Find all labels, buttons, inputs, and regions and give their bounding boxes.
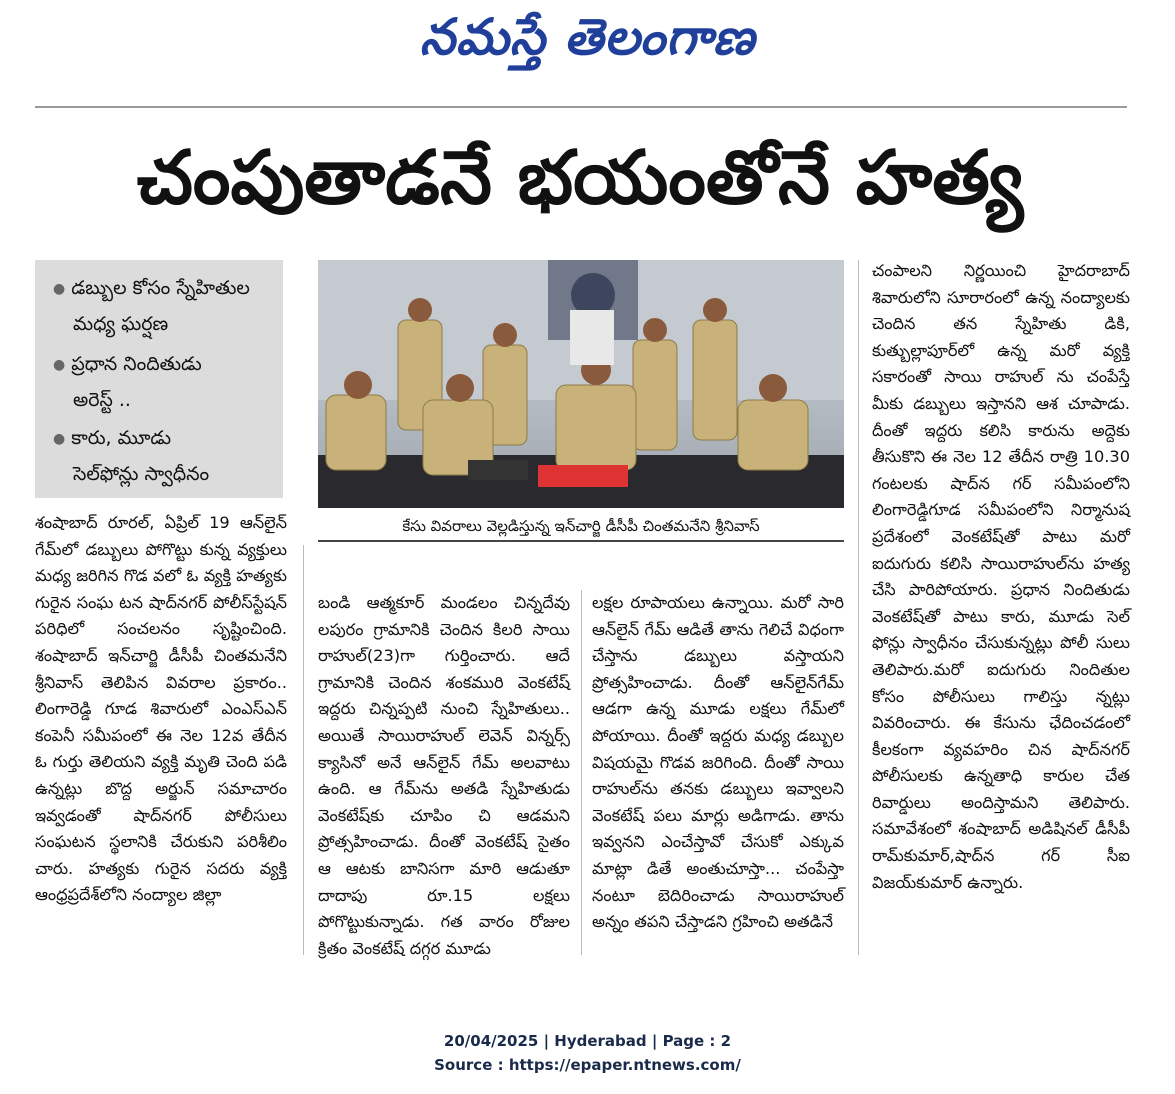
photo-caption: కేసు వివరాలు వెల్లడిస్తున్న ఇన్‌చార్జి డీసీపీ చింతమనేని శ్రీనివాస్	[318, 512, 844, 542]
highlight-item: ● ప్రధాన నిందితుడు	[53, 353, 202, 375]
highlight-item-cont: అరెస్ట్ ..	[73, 389, 131, 411]
footer-source-link[interactable]: Source : https://epaper.ntnews.com/	[434, 1056, 741, 1074]
highlight-item: ● డబ్బుల కోసం స్నేహితుల	[53, 277, 250, 299]
header-divider	[35, 106, 1127, 108]
column-divider	[581, 590, 582, 955]
article-column-4: చంపాలని నిర్ణయించి హైదరాబాద్ శివారులోని సూరారంలో ఉన్న నంద్యాలకు చెందిన తన స్నేహితు డికి, కుత్బుల్లాపూర్‌లో ఉన్న మరో వ్యక్తి సకారంతో సాయి రాహుల్ ను చంపేస్తే మీకు డబ్బులు ఇస్తానని ఆశ చూపాడు. దీంతో ఇద్దరు కలిసి కారును అద్దెకు తీసుకొని ఈ నెల 12 తేదీన రాత్రి 10.30 గంటలకు షాద్‌న గర్ సమీపంలోని లింగారెడ్డిగూడ సమీపంలోని నిర్మానుష ప్రదేశంలో వెంకటేష్‌తో పాటు మరో ఐదుగురు కలిసి సాయిరాహుల్‌ను హత్య చేసి పారిపోయారు. ప్రధాన నిందితుడు వెంకటేష్‌తో పాటు కారు, మూడు సెల్ ఫోన్లు స్వాధీనం చేసుకున్నట్లు పోలీ సులు తెలిపారు.మరో ఐదుగురు నిందితుల కోసం పోలీసులు గాలిస్తు న్నట్లు వివరించారు. ఈ కేసును ఛేదించడంలో కీలకంగా వ్యవహరిం చిన షాద్‌నగర్ పోలీసులకు ఉన్నతాధి కారుల చేత రివార్డులు అందిస్తామని తెలిపారు. సమావేశంలో శంషాబాద్ అడిషినల్ డీసీపీ రామ్‌కుమార్,షాద్‌న గర్ సీఐ విజయ్‌కుమార్ ఉన్నారు.	[872, 261, 1130, 892]
photo-illustration	[318, 260, 844, 508]
highlights-box	[35, 260, 283, 498]
article-column-2: బండి ఆత్మకూర్ మండలం చిన్నదేవు లపురం గ్రామానికి చెందిన కిలరి సాయి రాహుల్(23)గా గుర్తించారు. ఆదే గ్రామానికి చెందిన శంకమురి వెంకటేష్ ఇద్దరు చిన్నప్పటి నుంచి స్నేహితులు.. అయితే సాయిరాహుల్ లెవెన్ విన్నర్స్ క్యాసినో అనే ఆన్‌లైన్ గేమ్ అలవాటు ఉంది. ఆ గేమ్‌ను అతడి స్నేహితుడు వెంకటేష్‌కు చూపిం చి ఆడమని ప్రోత్సహించాడు. దీంతో వెంకటేష్ సైతం ఆ ఆటకు బానిసగా మారి ఆడుతూ దాదాపు రూ.15 లక్షలు పోగొట్టుకున్నాడు. గత వారం రోజుల క్రితం వెంకటేష్ దగ్గర మూడు	[318, 593, 570, 958]
masthead-logo: నమస్తే తెలంగాణ	[419, 8, 756, 66]
column-divider	[303, 545, 304, 955]
article-column-1: శంషాబాద్ రూరల్, ఏప్రిల్ 19 ఆన్‌లైన్ గేమ్‌లో డబ్బులు పోగొట్టు కున్న వ్యక్తులు మధ్య జరిగిన గొడ వలో ఓ వ్యక్తి హత్యకు గురైన సంఘ టన షాద్‌నగర్ పోలీస్‌స్టేషన్ పరిధిలో సంచలనం సృష్టించింది. శంషాబాద్ ఇన్‌చార్జి డీసీపీ చింతమనేని శ్రీనివాస్ తెలిపిన వివరాల ప్రకారం.. లింగారెడ్డి గూడ శివారులో ఎంఎస్‌ఎన్ కంపెనీ సమీపంలో ఈ నెల 12వ తేదీన ఓ గుర్తు తెలియని వ్యక్తి మృతి చెంది పడి ఉన్నట్లు బొద్ద అర్జున్ సమాచారం ఇవ్వడంతో షాద్‌నగర్ పోలీసులు సంఘటన స్థలానికి చేరుకుని పరిశీలిం చారు. హత్యకు గురైన సదరు వ్యక్తి ఆంధ్రప్రదేశ్‌లోని నంద్యాల జిల్లా	[35, 513, 287, 905]
highlight-item: ● కారు, మూడు	[53, 427, 172, 449]
bullet-icon: ●	[53, 356, 66, 373]
highlight-item-cont: సెల్‌ఫోన్లు స్వాధీనం	[73, 463, 210, 485]
highlight-item-cont: మధ్య ఘర్షణ	[73, 313, 169, 335]
footer-date-line: 20/04/2025 | Hyderabad | Page : 2	[443, 1032, 732, 1050]
article-column-3: లక్షల రూపాయలు ఉన్నాయి. మరో సారి ఆన్‌లైన్ గేమ్ ఆడితే తాను గెలిచే విధంగా చేస్తాను డబ్బులు వస్తాయని ప్రోత్సహించాడు. దీంతో ఆన్‌లైన్‌గేమ్ ఆడగా ఉన్న మూడు లక్షలు గేమ్‌లో పోయాయి. దీంతో ఇద్దరు మధ్య డబ్బుల విషయమై గొడవ జరిగింది. దీంతో సాయి రాహుల్‌ను తనకు డబ్బులు ఇవ్వాలని వెంకటేష్ పలు మార్లు అడిగాడు. తాను ఇవ్వనని ఎంచేస్తావో చేసుకో ఎక్కువ మాట్లా డితే అంతుచూస్తా... చంపేస్తా నంటూ బెదిరించాడు సాయిరాహుల్ అన్నం తపని చేస్తాడని గ్రహించి అతడినే	[592, 593, 844, 932]
bullet-icon: ●	[53, 430, 66, 447]
press-conference-photo	[318, 260, 844, 508]
bullet-icon: ●	[53, 280, 66, 297]
column-divider	[858, 260, 859, 955]
headline: చంపుతాడనే భయంతోనే హత్య	[136, 135, 1024, 221]
masthead	[0, 8, 1175, 79]
